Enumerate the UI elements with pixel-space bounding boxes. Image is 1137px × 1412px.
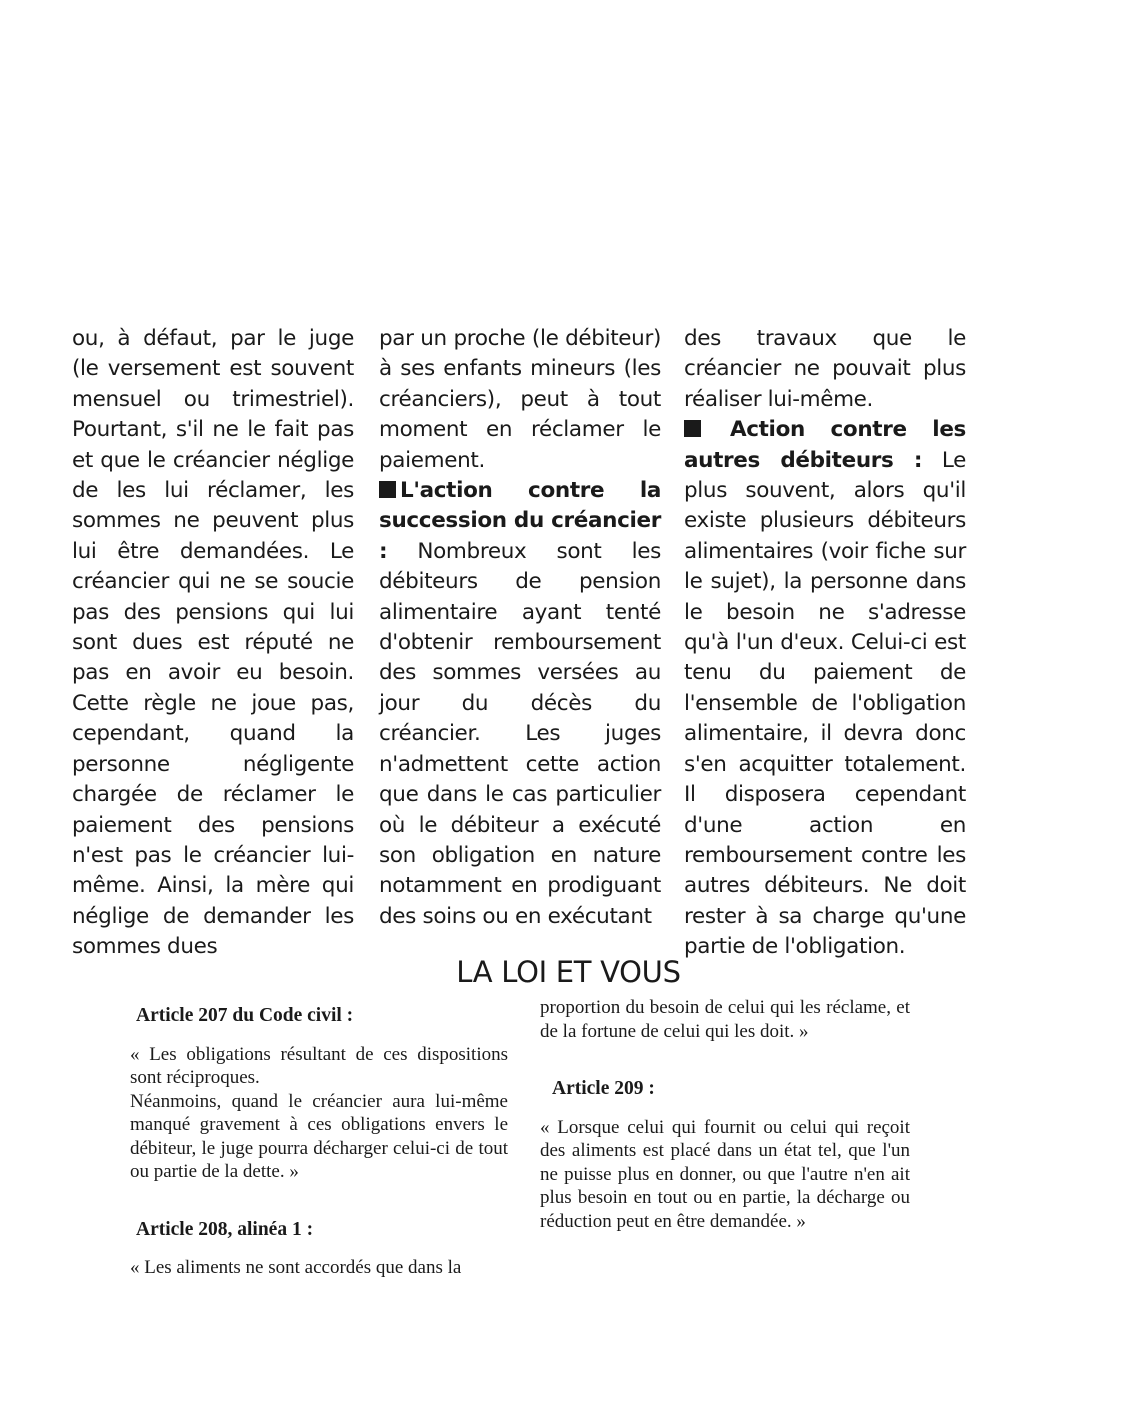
article-208-continued-text: proportion du besoin de celui qui les réclame, et de la fortune de celui qui les doit. » [540,997,910,1042]
law-left-column [130,1004,508,1280]
column-2-text-bottom: Nombreux sont les débiteurs de pension alimentaire ayant tenté d'obtenir remboursement des sommes versées au jour du décès du créancier. Les juges n'admettent cette action que dans le cas particulier où le débiteur a exécuté son obligation en nature notamment en prodiguant des soins ou en exécutant [379,538,661,929]
article-column-1 [72,324,354,963]
article-209-heading: Article 209 : [552,1078,655,1099]
article-208-text: « Les aliments ne sont accordés que dans la [130,1257,462,1278]
article-column-2 [379,324,661,932]
column-2-text-top: par un proche (le débiteur) à ses enfants mineurs (les créanciers), peut à tout moment en réclamer le paiement. [379,326,661,473]
article-column-3 [684,324,966,963]
column-3-heading: Action contre les autres débiteurs : [684,417,966,473]
column-2-heading: L'action contre la succession du créancier : [379,478,661,564]
article-207-text-1: « Les obligations résultant de ces dispositions sont réciproques. [130,1043,508,1088]
law-right-column [540,996,910,1233]
column-3-section [684,415,966,962]
article-209-text: « Lorsque celui qui fournit ou celui qui reçoit des aliments est placé dans un état tel, que l'un ne puisse plus en donner, ou que l'autre n'en ait plus besoin en tout ou en partie, la décharge ou réduction peut en être demandée. » [540,1116,910,1232]
column-2-section [379,476,661,932]
article-207-text-2: Néanmoins, quand le créancier aura lui-même manqué gravement à ces obligations envers le débiteur, le juge pourra décharger celui-ci de tout ou partie de la dette. » [130,1090,508,1182]
article-208-heading: Article 208, alinéa 1 : [136,1218,314,1240]
law-section-title: LA LOI ET VOUS [456,955,681,989]
column-3-text-bottom: Le plus souvent, alors qu'il existe plusieurs débiteurs alimentaires (voir fiche sur le sujet), la personne dans le besoin ne s'adresse qu'à l'un d'eux. Celui-ci est tenu du paiement de l'ensemble de l'obligation alimentaire, il devra donc s'en acquitter totalement. Il disposera cependant d'une action en remboursement contre les autres débiteurs. Ne doit rester à sa charge qu'une partie de l'obligation. [684,447,967,960]
column-3-text-top: des travaux que le créancier ne pouvait plus réaliser lui-même. [684,326,966,412]
bullet-square-icon [379,481,396,498]
column-1-text: ou, à défaut, par le juge (le versement est souvent mensuel ou trimestriel). Pourtant, s'il ne le fait pas et que le créancier néglige de les lui réclamer, les sommes ne peuvent plus lui être demandées. Le créancier qui ne se soucie pas des pensions qui lui sont dues est réputé ne pas en avoir eu besoin. Cette règle ne joue pas, cependant, quand la personne négligente chargée de réclamer le paiement des pensions n'est pas le créancier lui-même. Ainsi, la mère qui néglige de demander les sommes dues [72,326,354,960]
bullet-square-icon [684,420,701,437]
article-207-heading: Article 207 du Code civil : [136,1005,354,1026]
